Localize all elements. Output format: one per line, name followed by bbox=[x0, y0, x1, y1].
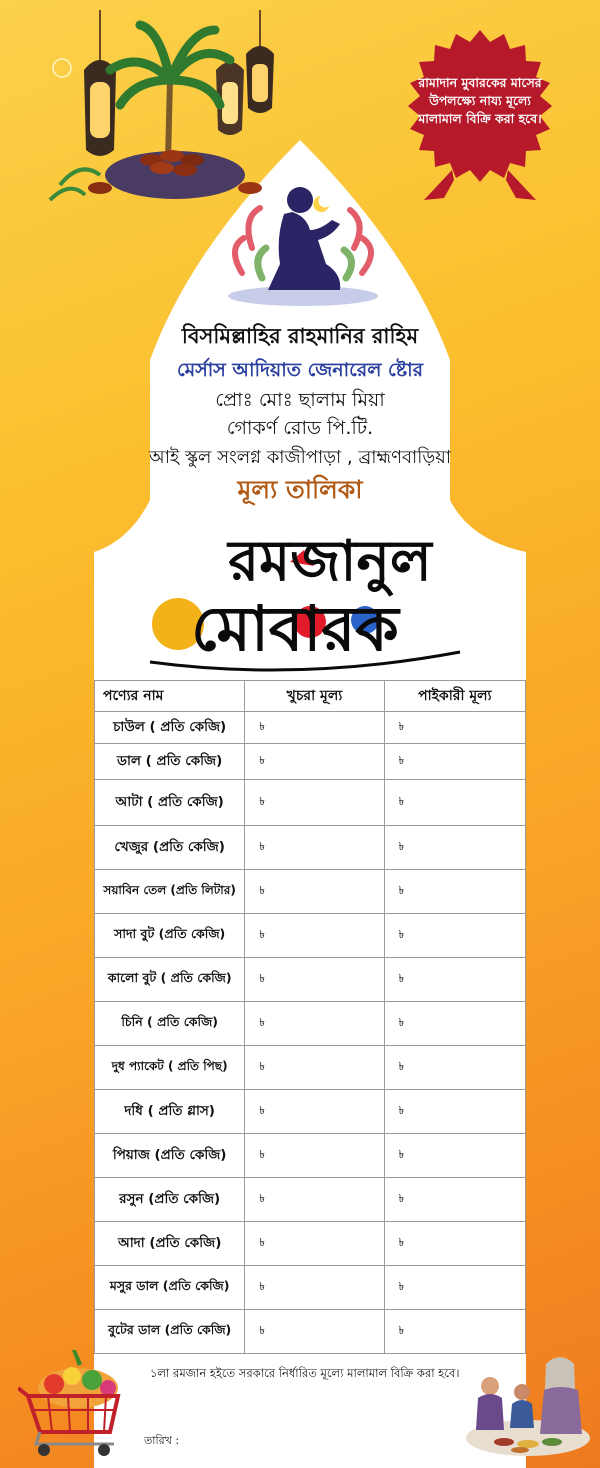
praying-figure-icon bbox=[222, 178, 384, 310]
wholesale-price: ৳ bbox=[384, 1002, 525, 1046]
calligraphy-line-1: রমজানুল bbox=[228, 529, 432, 594]
retail-price: ৳ bbox=[245, 1002, 384, 1046]
retail-price: ৳ bbox=[245, 780, 384, 826]
shop-name: মের্সাস আদিয়াত জেনারেল ষ্টোর bbox=[176, 359, 424, 381]
table-row bbox=[95, 958, 526, 1002]
road-text: গোকর্ণ রোড পি.টি. bbox=[226, 417, 374, 439]
header-product-name: পণ্যের নাম bbox=[95, 681, 245, 712]
retail-price: ৳ bbox=[245, 1178, 384, 1222]
wholesale-price: ৳ bbox=[384, 1178, 525, 1222]
proprietor-text: প্রোঃ মোঃ ছালাম মিয়া bbox=[215, 389, 385, 411]
product-name: চিনি ( প্রতি কেজি) bbox=[95, 1002, 245, 1046]
product-name: কালো বুট ( প্রতি কেজি) bbox=[95, 958, 245, 1002]
table-row bbox=[95, 744, 526, 780]
wholesale-price: ৳ bbox=[384, 1090, 525, 1134]
retail-price: ৳ bbox=[245, 1222, 384, 1266]
wholesale-price: ৳ bbox=[384, 914, 525, 958]
table-row bbox=[95, 826, 526, 870]
table-row bbox=[95, 1178, 526, 1222]
family-iftar-icon bbox=[464, 1350, 592, 1458]
wholesale-price: ৳ bbox=[384, 1266, 525, 1310]
retail-price: ৳ bbox=[245, 1266, 384, 1310]
date-label: তারিখ : bbox=[144, 1434, 180, 1447]
retail-price: ৳ bbox=[245, 1046, 384, 1090]
product-name: আদা (প্রতি কেজি) bbox=[95, 1222, 245, 1266]
retail-price: ৳ bbox=[245, 1134, 384, 1178]
product-name: ডাল ( প্রতি কেজি) bbox=[95, 744, 245, 780]
retail-price: ৳ bbox=[245, 1090, 384, 1134]
product-name: আটা ( প্রতি কেজি) bbox=[95, 780, 245, 826]
header-retail-price: খুচরা মূল্য bbox=[245, 681, 384, 712]
address-text: আই স্কুল সংলগ্ন কাজীপাড়া , ব্রাহ্মণবাড়িয়া bbox=[148, 447, 452, 468]
table-row bbox=[95, 1222, 526, 1266]
product-name: দুধ প্যাকেট ( প্রতি পিছ) bbox=[95, 1046, 245, 1090]
retail-price: ৳ bbox=[245, 712, 384, 744]
retail-price: ৳ bbox=[245, 826, 384, 870]
table-row bbox=[95, 712, 526, 744]
ramadan-mubarak-calligraphy bbox=[140, 512, 470, 672]
product-name: রসুন (প্রতি কেজি) bbox=[95, 1178, 245, 1222]
product-name: সাদা বুট (প্রতি কেজি) bbox=[95, 914, 245, 958]
retail-price: ৳ bbox=[245, 958, 384, 1002]
table-row bbox=[95, 1134, 526, 1178]
table-row bbox=[95, 780, 526, 826]
badge-text: রামাদান মুবারকের মাসের উপলক্ষ্যে নায্য মূল্যে মালামাল বিক্রি করা হবে। bbox=[418, 75, 542, 126]
wholesale-price: ৳ bbox=[384, 1222, 525, 1266]
table-row bbox=[95, 1090, 526, 1134]
wholesale-price: ৳ bbox=[384, 780, 525, 826]
bismillah-text: বিসমিল্লাহির রাহমানির রাহিম bbox=[181, 324, 419, 348]
retail-price: ৳ bbox=[245, 744, 384, 780]
retail-price: ৳ bbox=[245, 1310, 384, 1354]
wholesale-price: ৳ bbox=[384, 826, 525, 870]
grocery-cart-icon bbox=[18, 1348, 138, 1458]
retail-price: ৳ bbox=[245, 870, 384, 914]
wholesale-price: ৳ bbox=[384, 744, 525, 780]
wholesale-price: ৳ bbox=[384, 1310, 525, 1354]
table-row bbox=[95, 1046, 526, 1090]
wholesale-price: ৳ bbox=[384, 958, 525, 1002]
product-name: দধি ( প্রতি গ্লাস) bbox=[95, 1090, 245, 1134]
table-row bbox=[95, 914, 526, 958]
table-row bbox=[95, 870, 526, 914]
header-wholesale-price: পাইকারী মূল্য bbox=[384, 681, 525, 712]
wholesale-price: ৳ bbox=[384, 1046, 525, 1090]
wholesale-price: ৳ bbox=[384, 870, 525, 914]
product-name: খেজুর (প্রতি কেজি) bbox=[95, 826, 245, 870]
product-name: পিয়াজ (প্রতি কেজি) bbox=[95, 1134, 245, 1178]
product-name: সয়াবিন তেল (প্রতি লিটার) bbox=[95, 870, 245, 914]
wholesale-price: ৳ bbox=[384, 712, 525, 744]
price-list-title: মূল্য তালিকা bbox=[237, 475, 363, 504]
product-name: চাউল ( প্রতি কেজি) bbox=[95, 712, 245, 744]
product-name: মসুর ডাল (প্রতি কেজি) bbox=[95, 1266, 245, 1310]
wholesale-price: ৳ bbox=[384, 1134, 525, 1178]
table-row bbox=[95, 1266, 526, 1310]
calligraphy-line-2: মোবারক bbox=[191, 592, 399, 665]
product-name: বুটের ডাল (প্রতি কেজি) bbox=[95, 1310, 245, 1354]
table-row bbox=[95, 1002, 526, 1046]
table-header-row bbox=[95, 681, 526, 712]
table-row bbox=[95, 1310, 526, 1354]
footer-notice: ১লা রমজান হইতে সরকারে নির্ধারিত মূল্যে মালামাল বিক্রি করা হবে। bbox=[150, 1366, 460, 1380]
retail-price: ৳ bbox=[245, 914, 384, 958]
price-table bbox=[94, 680, 526, 1354]
